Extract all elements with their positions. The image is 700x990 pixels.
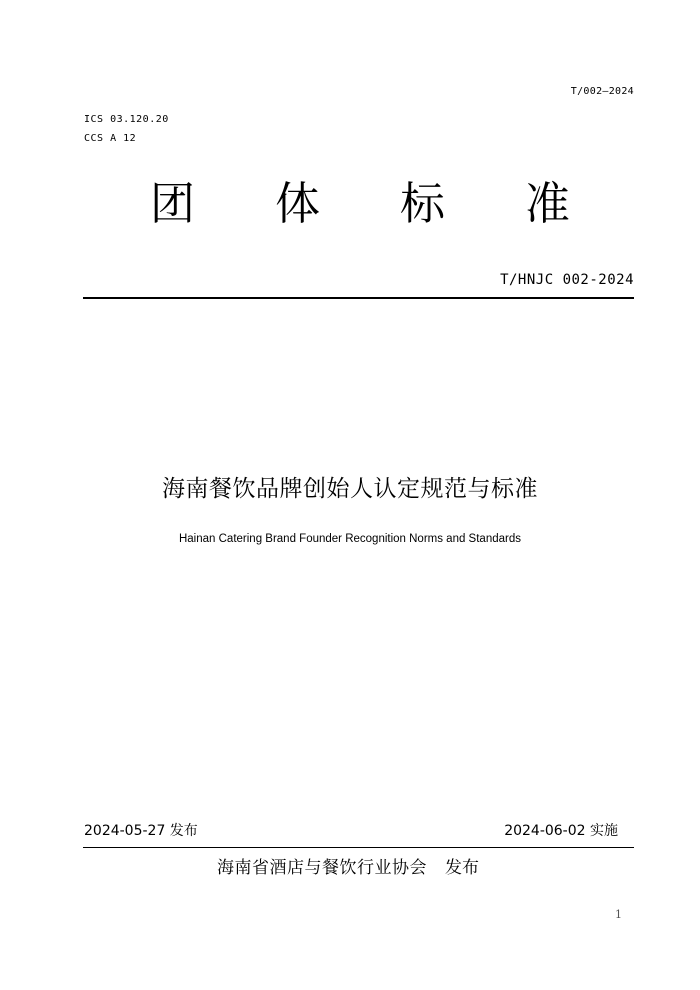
top-divider (83, 297, 634, 299)
page-number: 1 (615, 908, 622, 921)
title-char-1: 团 (150, 177, 196, 230)
document-code: T/002—2024 (570, 86, 634, 97)
standard-number: T/HNJC 002-2024 (500, 272, 634, 288)
title-char-3: 标 (399, 177, 445, 230)
title-char-2: 体 (274, 177, 320, 230)
publish-date: 2024-05-27 发布 (84, 823, 198, 839)
issuer-line (217, 853, 479, 878)
ccs-code: CCS A 12 (84, 133, 137, 144)
ics-code: ICS 03.120.20 (84, 114, 169, 125)
bottom-divider (83, 847, 634, 848)
title-char-4: 准 (524, 177, 570, 230)
implement-date: 2024-06-02 实施 (504, 823, 618, 839)
english-title: Hainan Catering Brand Founder Recognition Norms and Standards (178, 533, 521, 545)
chinese-title: 海南餐饮品牌创始人认定规范与标准 (162, 476, 538, 502)
issuer-organization: 海南省酒店与餐饮行业协会 (217, 858, 427, 878)
document-type-title (150, 176, 570, 232)
issuer-action: 发布 (445, 858, 479, 878)
